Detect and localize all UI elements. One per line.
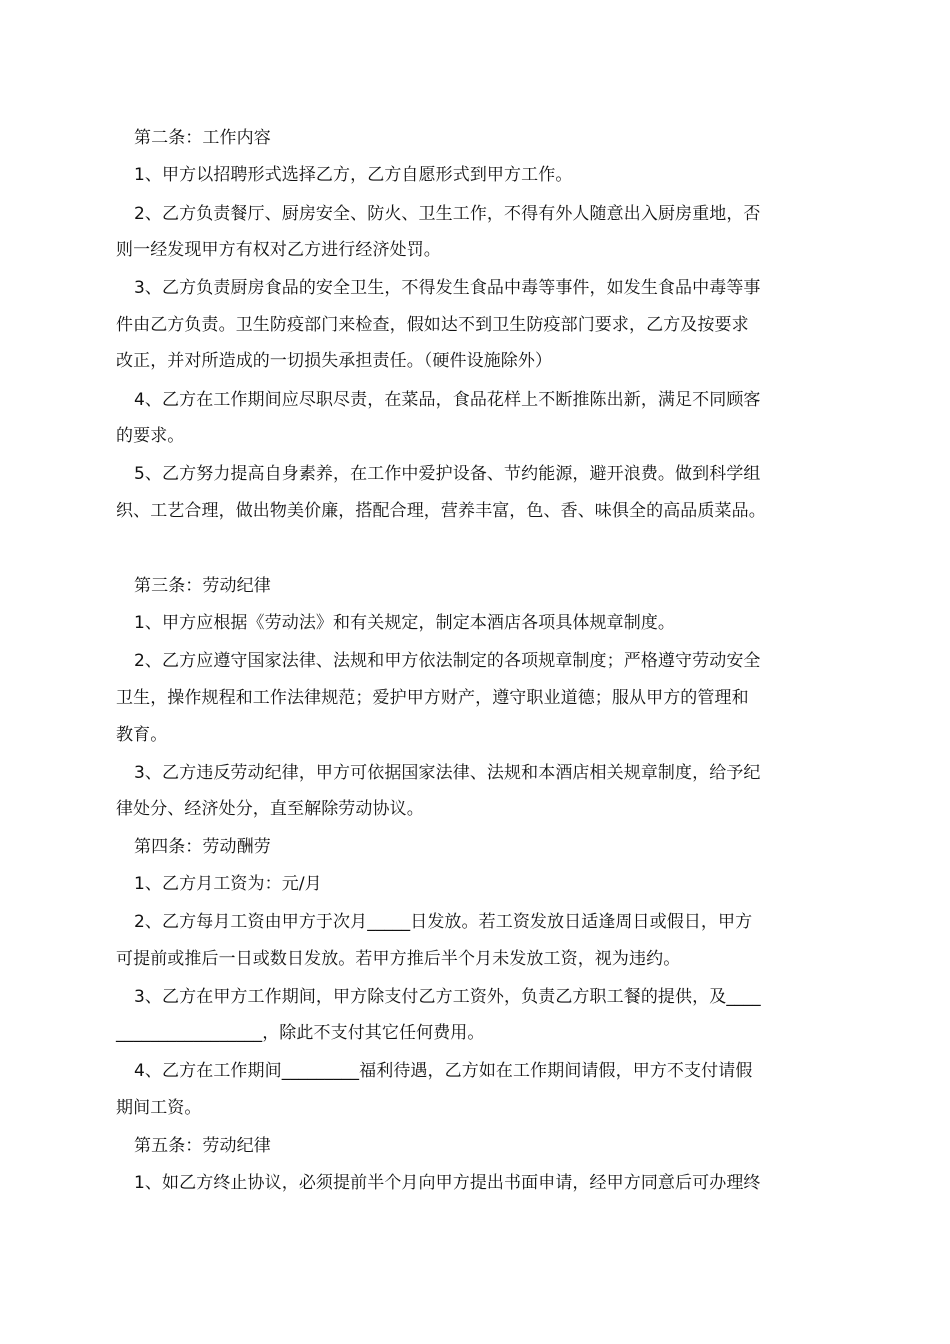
- paragraph-line: 织、工艺合理，做出物美价廉，搭配合理，营养丰富，色、香、味俱全的高品质菜品。: [116, 501, 766, 521]
- paragraph-line: 改正，并对所造成的一切损失承担责任。（硬件设施除外）: [116, 351, 553, 371]
- paragraph-line: 期间工资。: [116, 1098, 202, 1118]
- section-heading: 第四条：劳动酬劳: [134, 837, 271, 857]
- paragraph-line: 2、乙方应遵守国家法律、法规和甲方依法制定的各项规章制度；严格遵守劳动安全: [134, 651, 761, 671]
- paragraph-line: 卫生，操作规程和工作法律规范；爱护甲方财产，遵守职业道德；服从甲方的管理和: [116, 688, 749, 708]
- paragraph-line: 2、乙方每月工资由甲方于次月_____日发放。若工资发放日适逢周日或假日，甲方: [134, 912, 753, 932]
- paragraph-line: 1、乙方月工资为：元/月: [134, 874, 322, 894]
- paragraph-line: 4、乙方在工作期间_________福利待遇，乙方如在工作期间请假，甲方不支付请假: [134, 1061, 753, 1081]
- paragraph-line: 则一经发现甲方有权对乙方进行经济处罚。: [116, 240, 441, 260]
- paragraph-line: _________________，除此不支付其它任何费用。: [116, 1023, 485, 1043]
- paragraph-line: 1、甲方应根据《劳动法》和有关规定，制定本酒店各项具体规章制度。: [134, 613, 676, 633]
- section-heading: 第二条：工作内容: [134, 128, 271, 148]
- paragraph-line: 的要求。: [116, 426, 185, 446]
- paragraph-line: 律处分、经济处分，直至解除劳动协议。: [116, 799, 424, 819]
- paragraph-line: 2、乙方负责餐厅、厨房安全、防火、卫生工作，不得有外人随意出入厨房重地，否: [134, 204, 761, 224]
- paragraph-line: 1、甲方以招聘形式选择乙方，乙方自愿形式到甲方工作。: [134, 165, 573, 185]
- paragraph-line: 可提前或推后一日或数日发放。若甲方推后半个月未发放工资，视为违约。: [116, 949, 681, 969]
- paragraph-line: 3、乙方在甲方工作期间，甲方除支付乙方工资外，负责乙方职工餐的提供，及____: [134, 987, 761, 1007]
- section-heading: 第三条：劳动纪律: [134, 576, 271, 596]
- paragraph-line: 件由乙方负责。卫生防疫部门来检查，假如达不到卫生防疫部门要求，乙方及按要求: [116, 315, 749, 335]
- paragraph-line: 3、乙方负责厨房食品的安全卫生，不得发生食品中毒等事件，如发生食品中毒等事: [134, 278, 761, 298]
- paragraph-line: 1、如乙方终止协议，必须提前半个月向甲方提出书面申请，经甲方同意后可办理终: [134, 1173, 761, 1193]
- paragraph-line: 5、乙方努力提高自身素养，在工作中爱护设备、节约能源，避开浪费。做到科学组: [134, 464, 761, 484]
- paragraph-line: 4、乙方在工作期间应尽职尽责，在菜品，食品花样上不断推陈出新，满足不同顾客: [134, 390, 761, 410]
- section-heading: 第五条：劳动纪律: [134, 1136, 271, 1156]
- paragraph-line: 教育。: [116, 725, 168, 745]
- paragraph-line: 3、乙方违反劳动纪律，甲方可依据国家法律、法规和本酒店相关规章制度，给予纪: [134, 763, 761, 783]
